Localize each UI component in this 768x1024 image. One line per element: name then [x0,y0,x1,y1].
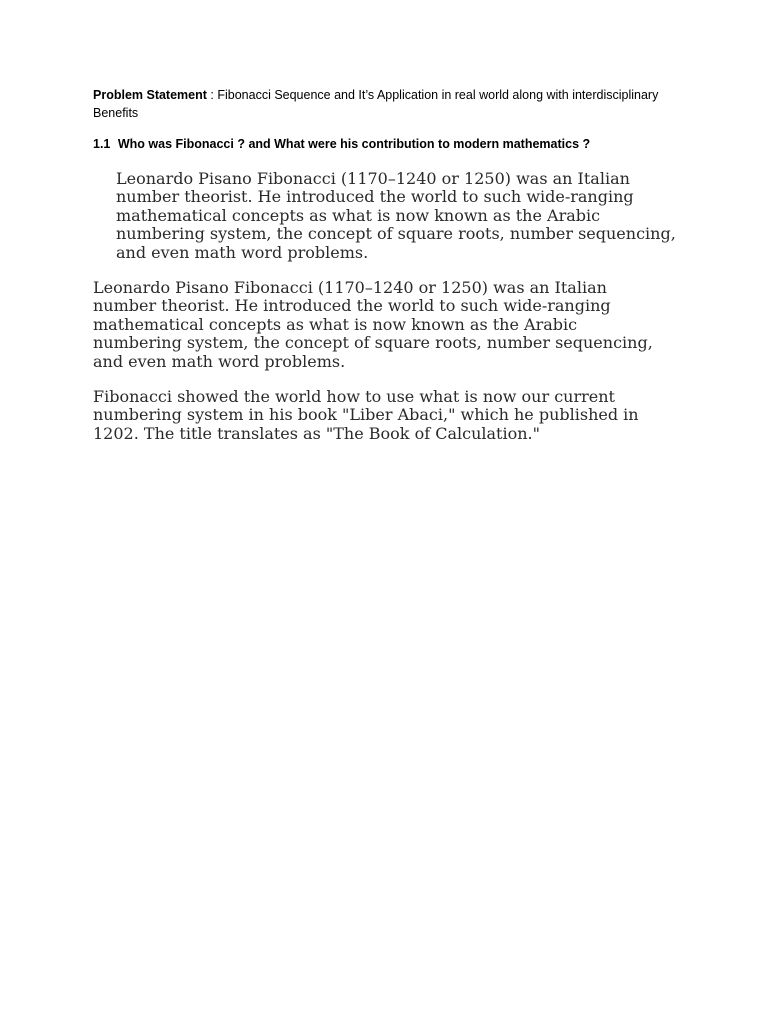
document-body [93,86,683,443]
problem-statement-text: Fibonacci Sequence and It’s Application in real world along with interdisciplinary Benefits [93,88,659,120]
problem-statement [93,86,683,122]
body-paragraph: Fibonacci showed the world how to use what is now our current numbering system in his book "Liber Abaci," which he published in 1202. The title translates as "The Book of Calculation." [93,387,639,443]
section-heading [93,135,683,153]
problem-statement-separator: : [206,88,218,102]
quoted-paragraph: Leonardo Pisano Fibonacci (1170–1240 or 1250) was an Italian number theorist. He introduced the world to such wide-ranging mathematical concepts as what is now known as the Arabic numbering system, the concept of square roots, number sequencing, and even math word problems. [116,169,676,262]
section-title: Who was Fibonacci ? and What were his contribution to modern mathematics ? [117,137,591,151]
section-number: 1.1 [93,137,111,151]
body-paragraph: Leonardo Pisano Fibonacci (1170–1240 or 1250) was an Italian number theorist. He introduced the world to such wide-ranging mathematical concepts as what is now known as the Arabic numbering system, the concept of square roots, number sequencing, and even math word problems. [93,278,653,371]
problem-statement-label: Problem Statement [93,88,207,102]
